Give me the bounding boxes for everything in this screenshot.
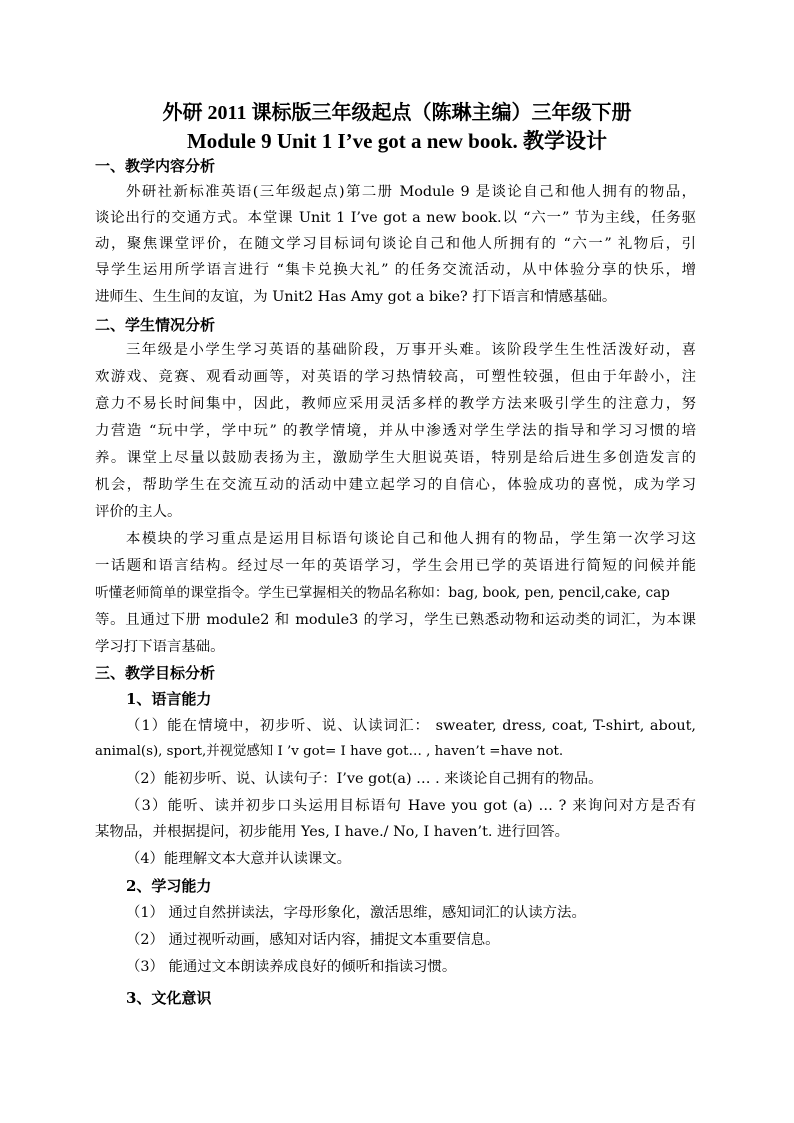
document-title: 外研 2011 课标版三年级起点（陈琳主编）三年级下册 xyxy=(162,102,632,124)
paragraph-line: 三年级是小学生学习英语的基础阶段，万事开头难。该阶段学生生性活泼好动，喜 xyxy=(126,342,696,358)
paragraph-line: 欢游戏、竞赛、观看动画等，对英语的学习热情较高，可塑性较强，但由于年龄小，注 xyxy=(95,369,696,385)
paragraph-line: 等。且通过下册 module2 和 module3 的学习，学生已熟悉动物和运动类的词汇，为本课 xyxy=(95,612,696,628)
paragraph-line: 谈论出行的交通方式。本堂课 Unit 1 I’ve got a new book.以 “六一” 节为主线，任务驱 xyxy=(95,210,696,226)
paragraph-line: 外研社新标准英语(三年级起点)第二册 Module 9 是谈论自己和他人拥有的物品， xyxy=(126,184,696,200)
document-subtitle: Module 9 Unit 1 I’ve got a new book. 教学设计 xyxy=(186,129,607,153)
objective-item: （1） 通过自然拼读法，字母形象化，激活思维，感知词汇的认读方法。 xyxy=(126,905,586,921)
objective-item: （3） 能通过文本朗读养成良好的倾听和指读习惯。 xyxy=(126,959,457,975)
paragraph-line: 意力不易长时间集中，因此，教师应采用灵活多样的教学方法来吸引学生的注意力，努 xyxy=(95,396,696,412)
objective-item: （2） 通过视听动画，感知对话内容，捕捉文本重要信息。 xyxy=(126,932,500,948)
paragraph-line: 学习打下语言基础。 xyxy=(95,639,225,655)
objective-item: （2）能初步听、说、认读句子：I’ve got(a) … . 来谈论自己拥有的物品。 xyxy=(126,771,603,787)
subsection-heading-language: 1、语言能力 xyxy=(126,690,212,708)
paragraph-line: 听懂老师简单的课堂指令。学生已掌握相关的物品名称如：bag, book, pen, pencil,cake, cap xyxy=(95,585,670,601)
objective-item: （3）能听、读并初步口头运用目标语句 Have you got (a) … ? 来询问对方是否有 xyxy=(126,798,696,814)
objective-item: animal(s), sport,并视觉感知 I ’v got= I have got… , haven’t =have not. xyxy=(95,744,564,759)
subsection-heading-culture: 3、文化意识 xyxy=(126,989,212,1007)
objective-item: （1）能在情境中，初步听、说、认读词汇： sweater, dress, coat, T-shirt, about, xyxy=(126,718,696,734)
paragraph-line: 导学生运用所学语言进行 “集卡兑换大礼” 的任务交流活动，从中体验分享的快乐，增 xyxy=(95,262,696,278)
paragraph-line: 进师生、生生间的友谊，为 Unit2 Has Amy got a bike? 打下语言和情感基础。 xyxy=(95,289,617,305)
objective-item: （4）能理解文本大意并认读课文。 xyxy=(126,851,352,867)
paragraph-line: 评价的主人。 xyxy=(95,504,182,520)
subsection-heading-learning: 2、学习能力 xyxy=(126,877,212,895)
paragraph-line: 养。课堂上尽量以鼓励表扬为主，激励学生大胆说英语，特别是给后进生多创造发言的 xyxy=(95,450,696,466)
paragraph-line: 力营造 “玩中学，学中玩” 的教学情境，并从中渗透对学生学法的指导和学习习惯的培 xyxy=(95,423,696,439)
objective-item: 某物品，并根据提问，初步能用 Yes, I have./ No, I haven’t. 进行回答。 xyxy=(95,824,569,840)
paragraph-line: 一话题和语言结构。经过尽一年的英语学习，学生会用已学的英语进行简短的问候并能 xyxy=(95,558,696,574)
section-heading-objectives: 三、教学目标分析 xyxy=(95,664,216,682)
paragraph-line: 机会，帮助学生在交流互动的活动中建立起学习的自信心，体验成功的喜悦，成为学习 xyxy=(95,477,696,493)
paragraph-line: 动，聚焦课堂评价，在随文学习目标词句谈论自己和他人所拥有的 “六一” 礼物后，引 xyxy=(95,236,696,252)
section-heading-student-analysis: 二、学生情况分析 xyxy=(95,316,216,334)
paragraph-line: 本模块的学习重点是运用目标语句谈论自己和他人拥有的物品，学生第一次学习这 xyxy=(126,531,696,547)
section-heading-content-analysis: 一、教学内容分析 xyxy=(95,157,216,175)
